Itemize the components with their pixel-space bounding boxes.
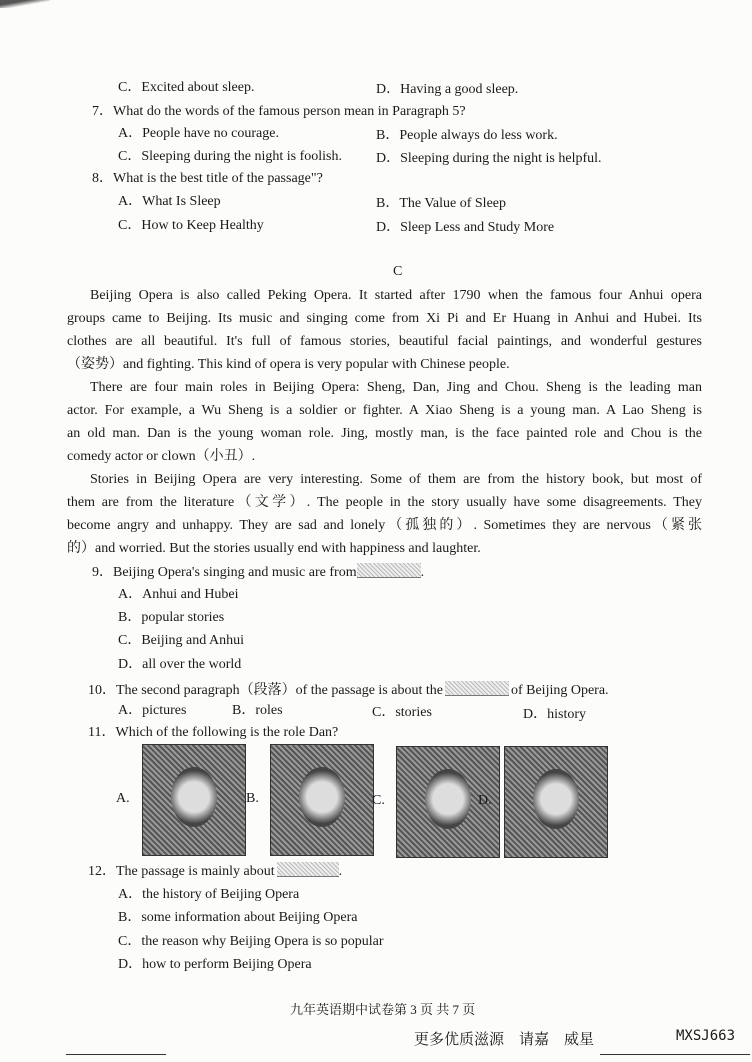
page-number: 九年英语期中试卷第 3 页 共 7 页: [290, 1002, 476, 1017]
q12-stem-line: 12．The passage is mainly about .: [88, 864, 343, 879]
q7-stem: 7．What do the words of the famous person mean in Paragraph 5?: [92, 104, 466, 119]
q9-option-c: C．Beijing and Anhui: [118, 633, 244, 648]
footer-rule: [66, 1054, 166, 1055]
passage-line: them are from the literature（文学）. The people in the story usually have some disagreements. They: [67, 495, 702, 510]
q8-option-c: C．How to Keep Healthy: [118, 218, 264, 233]
q10-stem-line: 10．The second paragraph（段落）of the passage is about the of Beijing Opera.: [88, 683, 609, 698]
q9-option-a: A．Anhui and Hubei: [118, 587, 239, 602]
answer-blank: [277, 862, 339, 877]
q12-option-b: B．some information about Beijing Opera: [118, 910, 358, 925]
q11-label-d: D.: [478, 793, 492, 808]
section-heading: C: [393, 264, 403, 279]
opera-role-photo-a: [142, 744, 246, 856]
q12-option-a: A．the history of Beijing Opera: [118, 887, 300, 902]
opera-role-photo-b: [270, 744, 374, 856]
q11-label-a: A.: [116, 791, 130, 806]
passage-line: （姿势）and fighting. This kind of opera is very popular with Chinese people.: [67, 357, 510, 372]
passage-line: There are four main roles in Beijing Opera: Sheng, Dan, Jing and Chou. Sheng is the leading man: [90, 380, 702, 395]
q9-option-b: B．popular stories: [118, 610, 225, 625]
q6-option-d: D．Having a good sleep.: [376, 82, 519, 97]
answer-blank: [357, 563, 421, 578]
footer-rule: [600, 1054, 750, 1055]
q10-option-a: A．pictures: [118, 703, 187, 718]
opera-role-photo-d: [504, 746, 608, 858]
answer-blank: [445, 681, 509, 696]
q6-option-c: C．Excited about sleep.: [118, 80, 255, 95]
q11-label-b: B.: [246, 791, 259, 806]
q11-stem: 11．Which of the following is the role Dan?: [88, 725, 339, 740]
passage-line: actor. For example, a Wu Sheng is a soldier or fighter. A Xiao Sheng is a young man. A Lao Sheng is: [67, 403, 702, 418]
q8-option-d: D．Sleep Less and Study More: [376, 220, 555, 235]
passage-line: clothes are all beautiful. It's full of famous stories, beautiful facial paintings, and wonderful gestures: [67, 334, 702, 349]
q12-stem: 12．The passage is mainly about: [88, 864, 275, 879]
q9-stem-line: 9．Beijing Opera's singing and music are from .: [92, 565, 425, 580]
q8-stem: 8．What is the best title of the passage"?: [92, 171, 323, 186]
passage-line: become angry and unhappy. They are sad and lonely（孤独的）. Sometimes they are nervous（紧张: [67, 518, 702, 533]
q10-option-b: B．roles: [232, 703, 283, 718]
q8-option-b: B．The Value of Sleep: [376, 196, 506, 211]
passage-line: groups came to Beijing. Its music and singing come from Xi Pi and Er Huang in Anhui and Hubei. Its: [67, 311, 702, 326]
q7-option-b: B．People always do less work.: [376, 128, 558, 143]
passage-line: 的）and worried. But the stories usually end with happiness and laughter.: [67, 541, 481, 556]
q12-option-d: D．how to perform Beijing Opera: [118, 957, 312, 972]
passage-line: Beijing Opera is also called Peking Opera. It started after 1790 when the famous four Anhui opera: [90, 288, 702, 303]
promo-text: 更多优质滋源 请嘉 威星: [414, 1030, 595, 1048]
q8-option-a: A．What Is Sleep: [118, 194, 221, 209]
document-code: MXSJ663: [676, 1028, 736, 1044]
passage-line: comedy actor or clown（小丑）.: [67, 449, 256, 464]
q7-option-a: A．People have no courage.: [118, 126, 279, 141]
q12-option-c: C．the reason why Beijing Opera is so popular: [118, 934, 384, 949]
q9-stem: 9．Beijing Opera's singing and music are from: [92, 565, 357, 580]
q10-stem: 10．The second paragraph（段落）of the passage is about the: [88, 683, 443, 698]
passage-line: Stories in Beijing Opera are very interesting. Some of them are from the history book, but most of: [90, 472, 702, 487]
q11-label-c: C.: [372, 793, 385, 808]
q7-option-c: C．Sleeping during the night is foolish.: [118, 149, 342, 164]
q9-option-d: D．all over the world: [118, 657, 242, 672]
q10-option-c: C．stories: [372, 705, 432, 720]
q10-option-d: D．history: [523, 707, 586, 722]
scan-artifact: [0, 0, 50, 8]
passage-line: an old man. Dan is the young woman role. Jing, mostly man, is the face painted role and Chou is the: [67, 426, 702, 441]
q7-option-d: D．Sleeping during the night is helpful.: [376, 151, 602, 166]
